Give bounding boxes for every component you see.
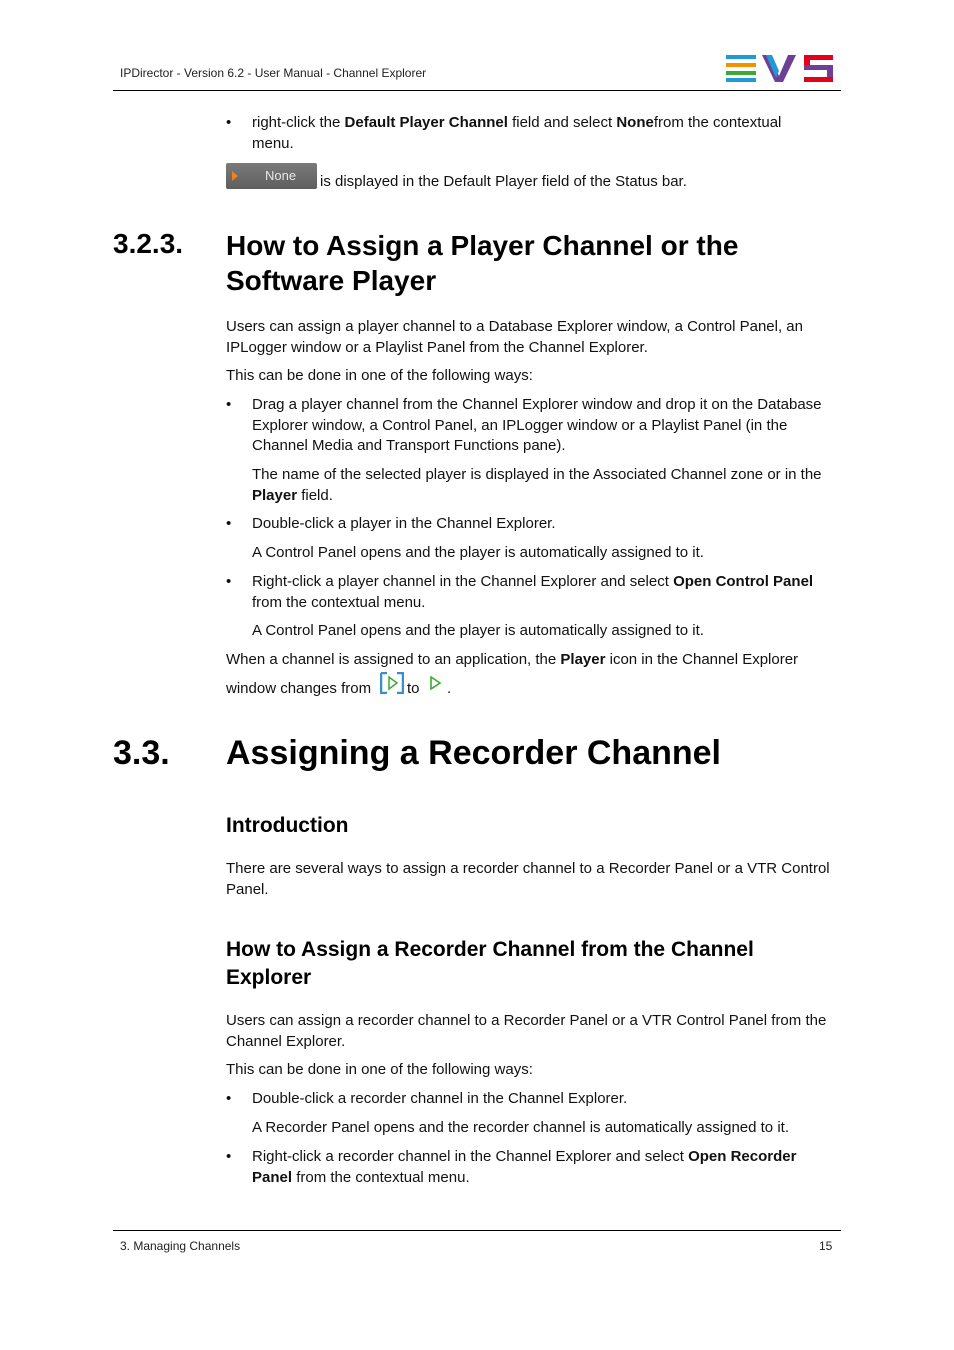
paragraph: Users can assign a player channel to a Database Explorer window, a Control Panel, an IPLogger window or a Playlist Panel from the Channel Explorer. [226, 318, 803, 356]
chapter-section-title: Assigning a Recorder Channel [226, 734, 721, 772]
paragraph: This can be done in one of the following ways: [226, 1061, 533, 1078]
paragraph: . [447, 680, 452, 697]
bullet-marker: • [226, 1148, 232, 1165]
player-assigned-icon [428, 676, 442, 690]
header-title: IPDirector - Version 6.2 - User Manual - Channel Explorer [120, 66, 427, 80]
play-arrow-icon [232, 171, 238, 181]
footer-chapter: 3. Managing Channels [120, 1239, 241, 1253]
paragraph: This can be done in one of the following ways: [226, 367, 533, 384]
bullet-note: A Control Panel opens and the player is automatically assigned to it. [252, 544, 704, 561]
chapter-section-number: 3.3. [113, 734, 170, 772]
intro-bullet-text: right-click the Default Player Channel field and select Nonefrom the contextual menu. [252, 114, 782, 152]
paragraph: Users can assign a recorder channel to a Recorder Panel or a VTR Control Panel from the Channel Explorer. [226, 1012, 827, 1050]
section-title: How to Assign a Player Channel or the Software Player [226, 230, 739, 296]
evs-logo [726, 54, 834, 82]
player-unassigned-icon [380, 672, 404, 694]
bullet-note: A Recorder Panel opens and the recorder channel is automatically assigned to it. [252, 1119, 789, 1136]
bullet-marker: • [226, 573, 232, 590]
subsection-heading: How to Assign a Recorder Channel from the Channel Explorer [226, 938, 754, 989]
bullet-text: Right-click a recorder channel in the Channel Explorer and select Open Recorder Panel from the contextual menu. [252, 1148, 797, 1186]
paragraph: to [407, 680, 420, 697]
paragraph: There are several ways to assign a recorder channel to a Recorder Panel or a VTR Control Panel. [226, 860, 830, 898]
bullet-marker: • [226, 396, 232, 413]
bullet-marker: • [226, 515, 232, 532]
bullet-note: The name of the selected player is displayed in the Associated Channel zone or in the Player field. [252, 466, 822, 504]
none-label: None [265, 168, 297, 183]
bullet-note: A Control Panel opens and the player is automatically assigned to it. [252, 622, 704, 639]
section-number: 3.2.3. [113, 228, 184, 259]
none-field-caption: is displayed in the Default Player field of the Status bar. [320, 173, 687, 190]
bullet-text: Right-click a player channel in the Channel Explorer and select Open Control Panel from the contextual menu. [252, 573, 814, 611]
bullet-text: Double-click a recorder channel in the Channel Explorer. [252, 1090, 628, 1107]
paragraph: When a channel is assigned to an application, the Player icon in the Channel Explorer [226, 651, 799, 668]
bullet-text: Drag a player channel from the Channel Explorer window and drop it on the Database Explorer window, a Control Panel, an IPLogger window or a Playlist Panel (in the Channel Media and Transport Functions pane). [252, 396, 822, 454]
default-player-none-field [226, 163, 317, 189]
header-rule [113, 90, 841, 91]
bullet-marker: • [226, 114, 232, 131]
footer-rule [113, 1230, 841, 1231]
bullet-marker: • [226, 1090, 232, 1107]
paragraph: window changes from [226, 680, 372, 697]
bullet-text: Double-click a player in the Channel Explorer. [252, 515, 556, 532]
page-number: 15 [819, 1239, 833, 1253]
subsection-heading: Introduction [226, 814, 349, 837]
